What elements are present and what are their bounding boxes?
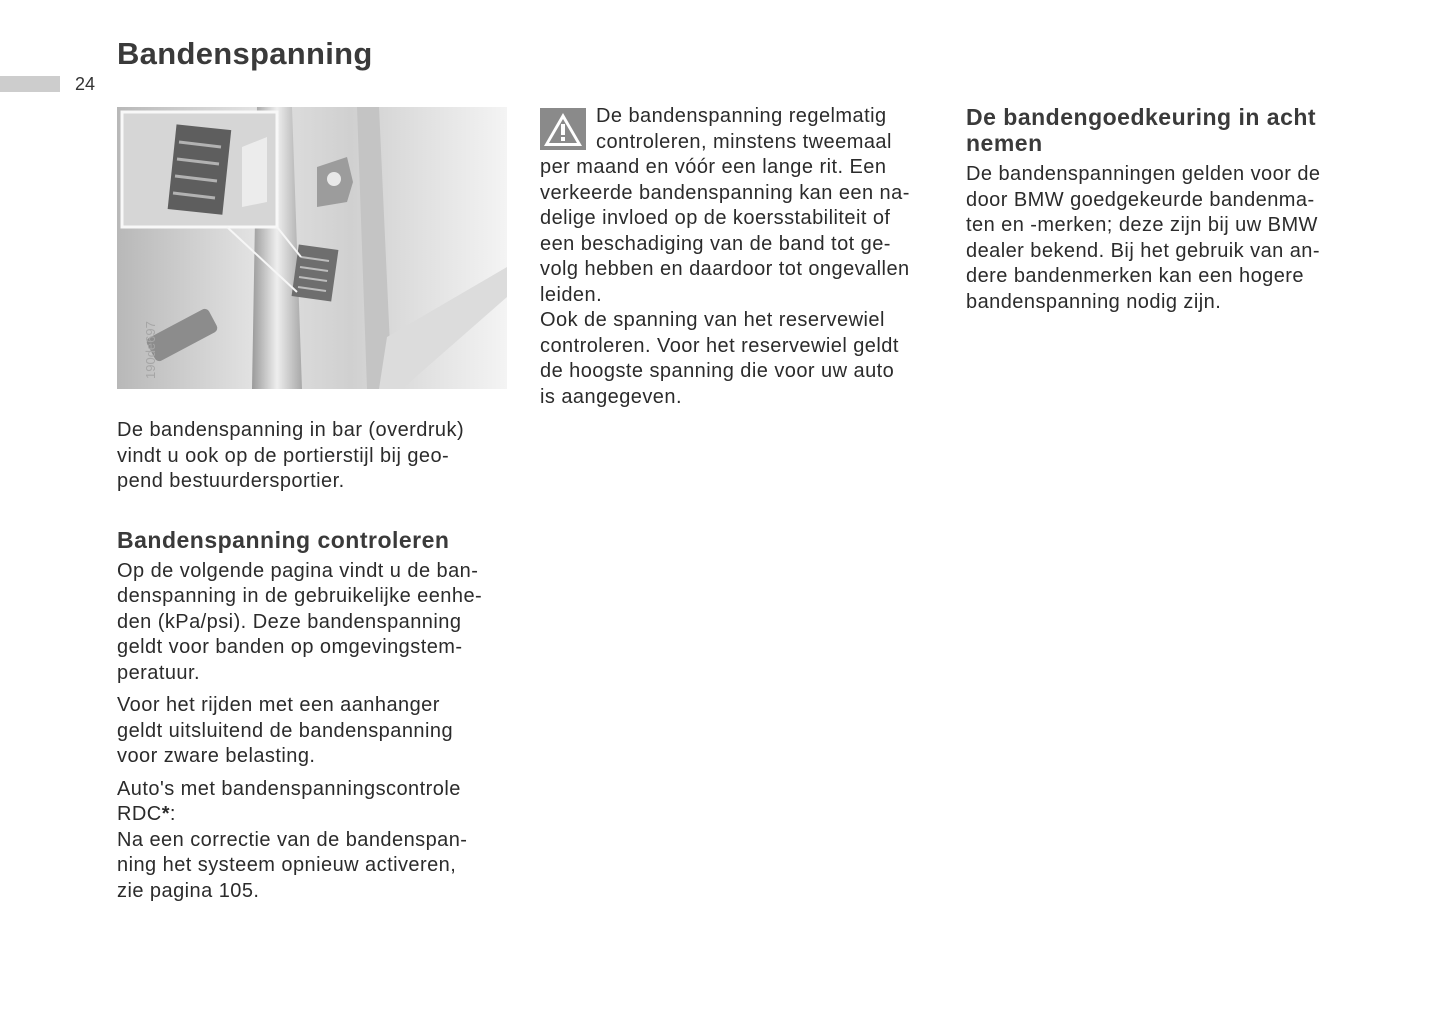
text-line: peratuur. [117, 661, 200, 684]
warning-paragraph [540, 104, 950, 410]
text-line: ten en -merken; deze zijn bij uw BMW [966, 214, 1318, 236]
text-line: bandenspanning nodig zijn. [966, 290, 1222, 313]
inset-highlight [242, 137, 267, 207]
latch-bolt [327, 172, 341, 186]
text-line: verkeerde bandenspanning kan een na- [540, 181, 910, 204]
paragraph-next-page [117, 559, 527, 687]
text-line: den (kPa/psi). Deze bandenspanning [117, 610, 462, 633]
page-number: 24 [75, 74, 96, 94]
text-line: per maand en vóór een lange rit. Een [540, 156, 887, 178]
paragraph-approved-tyres [966, 162, 1386, 315]
text-line: is aangegeven. [540, 385, 682, 408]
text-line: De bandenspanningen gelden voor de [966, 163, 1321, 185]
text-line: volg hebben en daardoor tot ongevallen [540, 258, 910, 280]
heading-line: De bandengoedkeuring in acht [966, 104, 1317, 130]
text-line: delige invloed op de koersstabiliteit of [540, 207, 891, 229]
caption-line: De bandenspanning in bar (overdruk) [117, 419, 465, 441]
page-marker-bar [0, 76, 60, 92]
text-line: Auto's met bandenspanningscontrole [117, 777, 461, 800]
text-line: dealer bekend. Bij het gebruik van an- [966, 239, 1320, 262]
door-pillar-illustration [117, 107, 507, 389]
paragraph-trailer [117, 693, 527, 770]
column-right [966, 104, 1386, 315]
text-line: de hoogste spanning die voor uw auto [540, 360, 895, 382]
figure-id-label: 190de697 [143, 321, 158, 379]
text-line: zie pagina 105. [117, 879, 260, 902]
text-line: leiden. [540, 283, 603, 306]
text-line: door BMW goedgekeurde bandenma- [966, 188, 1315, 211]
heading-line: nemen [966, 130, 1043, 156]
column-middle [540, 104, 950, 410]
column-left [117, 418, 527, 904]
rdc-label: RDC [117, 803, 162, 825]
paragraph-rdc [117, 777, 527, 905]
caption-line: vindt u ook op de portierstijl bij geo- [117, 444, 450, 467]
text-line: Na een correctie van de bandenspan- [117, 828, 468, 851]
text-line: geldt uitsluitend de bandenspanning [117, 719, 454, 742]
text-line: controleren. Voor het reservewiel geldt [540, 334, 899, 357]
rdc-colon: : [169, 803, 176, 825]
text-line: controleren, minstens tweemaal [596, 130, 892, 153]
text-line: Ook de spanning van het reservewiel [540, 309, 885, 331]
text-line: denspanning in de gebruikelijke eenhe- [117, 585, 483, 607]
section-heading-tyre-approval [966, 104, 1386, 156]
text-line: geldt voor banden op omgevingstem- [117, 636, 463, 658]
page-title: Bandenspanning [117, 36, 373, 71]
text-line: ning het systeem opnieuw activeren, [117, 854, 457, 876]
text-line: Op de volgende pagina vindt u de ban- [117, 559, 479, 582]
text-line: dere bandenmerken kan een hogere [966, 265, 1304, 287]
magnified-label [168, 124, 232, 214]
caption-line: pend bestuurdersportier. [117, 470, 345, 492]
text-line: De bandenspanning regelmatig [596, 105, 887, 127]
door-pillar-drawing [117, 107, 507, 389]
text-line: Voor het rijden met een aanhanger [117, 694, 440, 716]
figure-caption [117, 418, 527, 495]
section-heading-check-pressure: Bandenspanning controleren [117, 526, 450, 553]
text-line: een beschadiging van de band tot ge- [540, 232, 891, 255]
warning-triangle-icon [540, 108, 586, 150]
text-line: voor zware belasting. [117, 745, 316, 767]
optional-equipment-asterisk: * [161, 803, 170, 825]
